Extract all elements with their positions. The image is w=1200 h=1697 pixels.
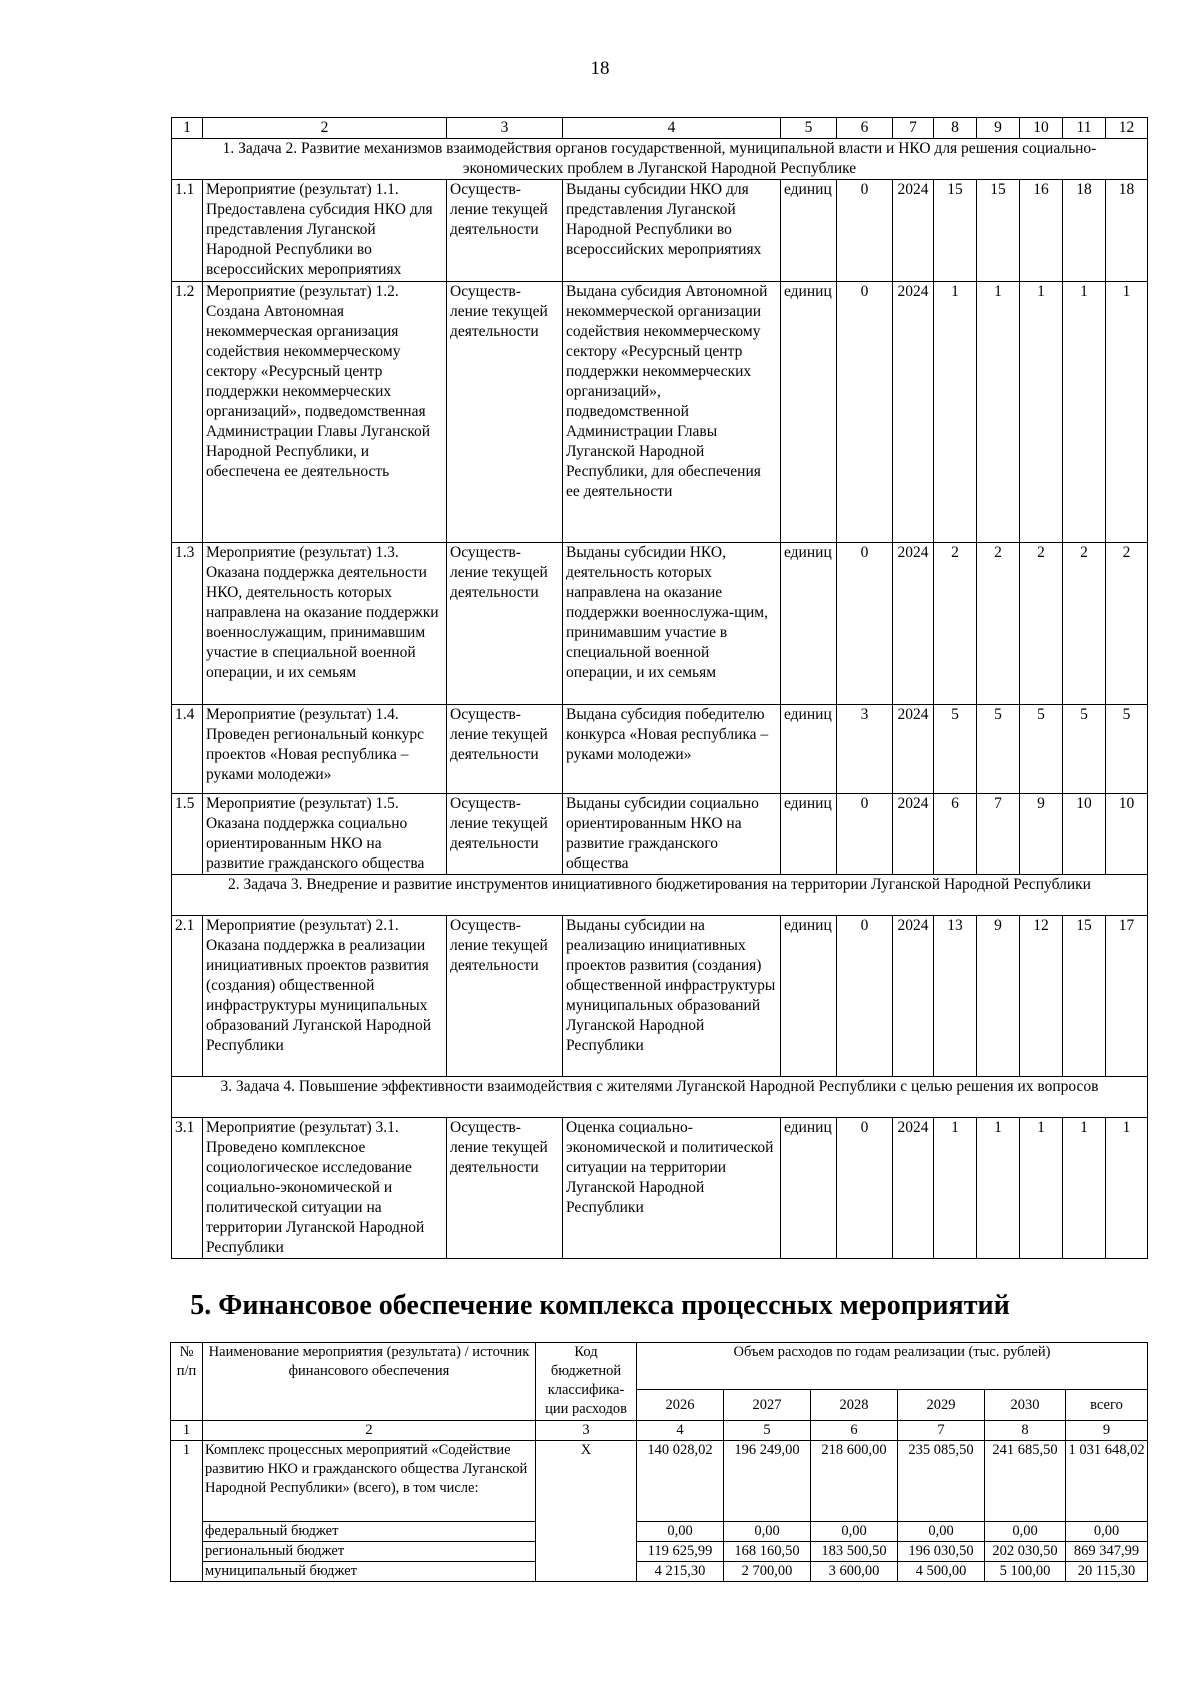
- row-number: 3.1: [172, 1118, 203, 1259]
- event-characteristic: Выданы субсидии на реализацию инициативных проектов развития (создания) общественной инфраструктуры муниципальных образований Луганской Народной Республики: [563, 916, 781, 1077]
- event-name: Мероприятие (результат) 3.1. Проведено комплексное социологическое исследование социально-экономической и политической ситуации на территории Луганской Народной Республики: [203, 1118, 447, 1259]
- value-cell: 1: [1020, 1118, 1063, 1259]
- amount-cell: 0,00: [724, 1522, 811, 1542]
- column-number: 3: [536, 1421, 637, 1441]
- row-number: 1.4: [172, 705, 203, 794]
- amount-cell: 119 625,99: [637, 1542, 724, 1562]
- base-value: 0: [837, 282, 893, 543]
- column-number: 9: [977, 118, 1020, 139]
- column-number: 1: [172, 118, 203, 139]
- value-cell: 9: [1020, 794, 1063, 875]
- complex-name: Комплекс процессных мероприятий «Содействие развитию НКО и гражданского общества Луганской Народной Республики» (всего), в том числе:: [203, 1441, 536, 1522]
- column-number: 4: [637, 1421, 724, 1441]
- header-code: Код бюджетной классифика-ции расходов: [536, 1343, 637, 1421]
- header-year: 2027: [724, 1390, 811, 1421]
- header-num: № п/п: [171, 1343, 203, 1421]
- value-cell: 5: [1106, 705, 1148, 794]
- row-number: 1.2: [172, 282, 203, 543]
- task-row: [172, 1077, 1148, 1118]
- table-row: [172, 282, 1148, 543]
- header-year: 2029: [898, 1390, 985, 1421]
- value-cell: 15: [934, 180, 977, 282]
- amount-cell: 0,00: [637, 1522, 724, 1542]
- base-value: 3: [837, 705, 893, 794]
- table-row: [171, 1441, 1148, 1522]
- amount-cell: 140 028,02: [637, 1441, 724, 1522]
- header-year: 2030: [985, 1390, 1066, 1421]
- table-row: [172, 180, 1148, 282]
- value-cell: 1: [977, 282, 1020, 543]
- source-name: региональный бюджет: [203, 1542, 536, 1562]
- value-cell: 10: [1106, 794, 1148, 875]
- amount-total-cell: 1 031 648,02: [1066, 1441, 1148, 1522]
- event-name: Мероприятие (результат) 1.1. Предоставлена субсидия НКО для представления Луганской Народной Республики во всероссийских мероприятиях: [203, 180, 447, 282]
- table-row: [172, 916, 1148, 1077]
- column-number: 8: [985, 1421, 1066, 1441]
- amount-cell: 241 685,50: [985, 1441, 1066, 1522]
- amount-cell: 183 500,50: [811, 1542, 898, 1562]
- amount-cell: 4 215,30: [637, 1562, 724, 1582]
- value-cell: 15: [977, 180, 1020, 282]
- event-characteristic: Выданы субсидии НКО, деятельность которых направлена на оказание поддержки военнослужа-щим, принимавшим участие в специальной военной операции, и их семьям: [563, 543, 781, 705]
- event-characteristic: Выданы субсидии НКО для представления Луганской Народной Республики во всероссийских мероприятиях: [563, 180, 781, 282]
- value-cell: 5: [1020, 705, 1063, 794]
- column-number: 3: [447, 118, 563, 139]
- event-name: Мероприятие (результат) 1.3. Оказана поддержка деятельности НКО, деятельность которых направлена на оказание поддержки военнослужащим, принимавшим участие в специальной военной операции, и их семьям: [203, 543, 447, 705]
- value-cell: 10: [1063, 794, 1106, 875]
- column-number: 4: [563, 118, 781, 139]
- header-name: Наименование мероприятия (результата) / источник финансового обеспечения: [203, 1343, 536, 1421]
- event-characteristic: Выдана субсидия Автономной некоммерческой организации содействия некоммерческому сектору «Ресурсный центр поддержки некоммерческих организаций», подведомственной Администрации Главы Луганской Народной Республики, для обеспечения ее деятельности: [563, 282, 781, 543]
- base-value: 0: [837, 794, 893, 875]
- table-row: [171, 1522, 1148, 1542]
- column-number: 11: [1063, 118, 1106, 139]
- event-name: Мероприятие (результат) 1.2. Создана Автономная некоммерческая организация содействия некоммерческому сектору «Ресурсный центр поддержки некоммерческих организаций», подведомственная Администрации Главы Луганской Народной Республики, и обеспечена ее деятельность: [203, 282, 447, 543]
- event-characteristic: Выданы субсидии социально ориентированным НКО на развитие гражданского общества: [563, 794, 781, 875]
- value-cell: 5: [1063, 705, 1106, 794]
- unit: единиц: [781, 916, 837, 1077]
- amount-cell: 5 100,00: [985, 1562, 1066, 1582]
- amount-cell: 196 030,50: [898, 1542, 985, 1562]
- event-type: Осуществ-ление текущей деятельности: [447, 916, 563, 1077]
- value-cell: 16: [1020, 180, 1063, 282]
- base-value: 0: [837, 1118, 893, 1259]
- header-year: 2026: [637, 1390, 724, 1421]
- value-cell: 1: [1063, 1118, 1106, 1259]
- value-cell: 12: [1020, 916, 1063, 1077]
- base-year: 2024: [893, 705, 934, 794]
- amount-cell: 0,00: [898, 1522, 985, 1542]
- column-number: 9: [1066, 1421, 1148, 1441]
- value-cell: 13: [934, 916, 977, 1077]
- amount-cell: 4 500,00: [898, 1562, 985, 1582]
- header-volume: Объем расходов по годам реализации (тыс. рублей): [637, 1343, 1148, 1390]
- amount-cell: 168 160,50: [724, 1542, 811, 1562]
- amount-cell: 0,00: [811, 1522, 898, 1542]
- event-characteristic: Оценка социально-экономической и политической ситуации на территории Луганской Народной Республики: [563, 1118, 781, 1259]
- amount-total-cell: 869 347,99: [1066, 1542, 1148, 1562]
- event-type: Осуществ-ление текущей деятельности: [447, 282, 563, 543]
- event-name: Мероприятие (результат) 1.4. Проведен региональный конкурс проектов «Новая республика – руками молодежи»: [203, 705, 447, 794]
- amount-cell: 235 085,50: [898, 1441, 985, 1522]
- column-number: 10: [1020, 118, 1063, 139]
- header-year: 2028: [811, 1390, 898, 1421]
- value-cell: 2: [1020, 543, 1063, 705]
- amount-total-cell: 0,00: [1066, 1522, 1148, 1542]
- value-cell: 6: [934, 794, 977, 875]
- unit: единиц: [781, 543, 837, 705]
- table-row: [172, 543, 1148, 705]
- amount-cell: 3 600,00: [811, 1562, 898, 1582]
- value-cell: 1: [934, 282, 977, 543]
- value-cell: 1: [1063, 282, 1106, 543]
- source-name: муниципальный бюджет: [203, 1562, 536, 1582]
- value-cell: 9: [977, 916, 1020, 1077]
- base-year: 2024: [893, 282, 934, 543]
- finance-table: [170, 1342, 1148, 1582]
- base-year: 2024: [893, 1118, 934, 1259]
- amount-cell: 2 700,00: [724, 1562, 811, 1582]
- value-cell: 18: [1063, 180, 1106, 282]
- amount-cell: 0,00: [985, 1522, 1066, 1542]
- task-row: [172, 875, 1148, 916]
- column-number: 5: [724, 1421, 811, 1441]
- base-year: 2024: [893, 794, 934, 875]
- table-row: [172, 1118, 1148, 1259]
- table-row: [171, 1542, 1148, 1562]
- base-value: 0: [837, 543, 893, 705]
- task-heading: 1. Задача 2. Развитие механизмов взаимодействия органов государственной, муниципальной власти и НКО для решения социально-экономических проблем в Луганской Народной Республике: [172, 139, 1148, 180]
- value-cell: 1: [1020, 282, 1063, 543]
- column-number: 2: [203, 118, 447, 139]
- base-value: 0: [837, 916, 893, 1077]
- unit: единиц: [781, 180, 837, 282]
- value-cell: 1: [977, 1118, 1020, 1259]
- unit: единиц: [781, 794, 837, 875]
- row-number: 1: [171, 1441, 203, 1582]
- table-row: [172, 794, 1148, 875]
- column-number-row: [171, 1421, 1148, 1441]
- page-number: 18: [590, 58, 610, 79]
- header-year-total: всего: [1066, 1390, 1148, 1421]
- column-number: 12: [1106, 118, 1148, 139]
- value-cell: 1: [1106, 1118, 1148, 1259]
- event-type: Осуществ-ление текущей деятельности: [447, 794, 563, 875]
- event-characteristic: Выдана субсидия победителю конкурса «Новая республика – руками молодежи»: [563, 705, 781, 794]
- row-number: 2.1: [172, 916, 203, 1077]
- row-number: 1.1: [172, 180, 203, 282]
- header-row: [171, 1343, 1148, 1390]
- column-number: 7: [898, 1421, 985, 1441]
- value-cell: 18: [1106, 180, 1148, 282]
- value-cell: 15: [1063, 916, 1106, 1077]
- value-cell: 2: [1063, 543, 1106, 705]
- event-name: Мероприятие (результат) 1.5. Оказана поддержка социально ориентированным НКО на развитие гражданского общества: [203, 794, 447, 875]
- base-year: 2024: [893, 916, 934, 1077]
- base-value: 0: [837, 180, 893, 282]
- value-cell: 2: [1106, 543, 1148, 705]
- value-cell: 5: [934, 705, 977, 794]
- value-cell: 17: [1106, 916, 1148, 1077]
- unit: единиц: [781, 282, 837, 543]
- unit: единиц: [781, 705, 837, 794]
- event-type: Осуществ-ление текущей деятельности: [447, 543, 563, 705]
- value-cell: 2: [977, 543, 1020, 705]
- amount-cell: 202 030,50: [985, 1542, 1066, 1562]
- column-number: 6: [811, 1421, 898, 1441]
- column-number: 6: [837, 118, 893, 139]
- table-row: [171, 1562, 1148, 1582]
- amount-cell: 218 600,00: [811, 1441, 898, 1522]
- section-title: 5. Финансовое обеспечение комплекса процессных мероприятий: [190, 1290, 1010, 1321]
- row-number: 1.3: [172, 543, 203, 705]
- column-number: 8: [934, 118, 977, 139]
- table-row: [172, 705, 1148, 794]
- budget-code: Х: [536, 1441, 637, 1582]
- event-type: Осуществ-ление текущей деятельности: [447, 705, 563, 794]
- row-number: 1.5: [172, 794, 203, 875]
- value-cell: 1: [1106, 282, 1148, 543]
- value-cell: 7: [977, 794, 1020, 875]
- source-name: федеральный бюджет: [203, 1522, 536, 1542]
- unit: единиц: [781, 1118, 837, 1259]
- event-type: Осуществ-ление текущей деятельности: [447, 1118, 563, 1259]
- task-heading: 3. Задача 4. Повышение эффективности взаимодействия с жителями Луганской Народной Республики с целью решения их вопросов: [172, 1077, 1148, 1118]
- amount-total-cell: 20 115,30: [1066, 1562, 1148, 1582]
- value-cell: 1: [934, 1118, 977, 1259]
- event-name: Мероприятие (результат) 2.1. Оказана поддержка в реализации инициативных проектов развития (создания) общественной инфраструктуры муниципальных образований Луганской Народной Республики: [203, 916, 447, 1077]
- column-number: 2: [203, 1421, 536, 1441]
- base-year: 2024: [893, 543, 934, 705]
- column-number: 5: [781, 118, 837, 139]
- event-type: Осуществ-ление текущей деятельности: [447, 180, 563, 282]
- column-number: 7: [893, 118, 934, 139]
- column-number: 1: [171, 1421, 203, 1441]
- task-heading: 2. Задача 3. Внедрение и развитие инструментов инициативного бюджетирования на территории Луганской Народной Республики: [172, 875, 1148, 916]
- indicators-table: [171, 117, 1148, 1259]
- base-year: 2024: [893, 180, 934, 282]
- value-cell: 2: [934, 543, 977, 705]
- value-cell: 5: [977, 705, 1020, 794]
- task-row: [172, 139, 1148, 180]
- amount-cell: 196 249,00: [724, 1441, 811, 1522]
- column-number-row: [172, 118, 1148, 139]
